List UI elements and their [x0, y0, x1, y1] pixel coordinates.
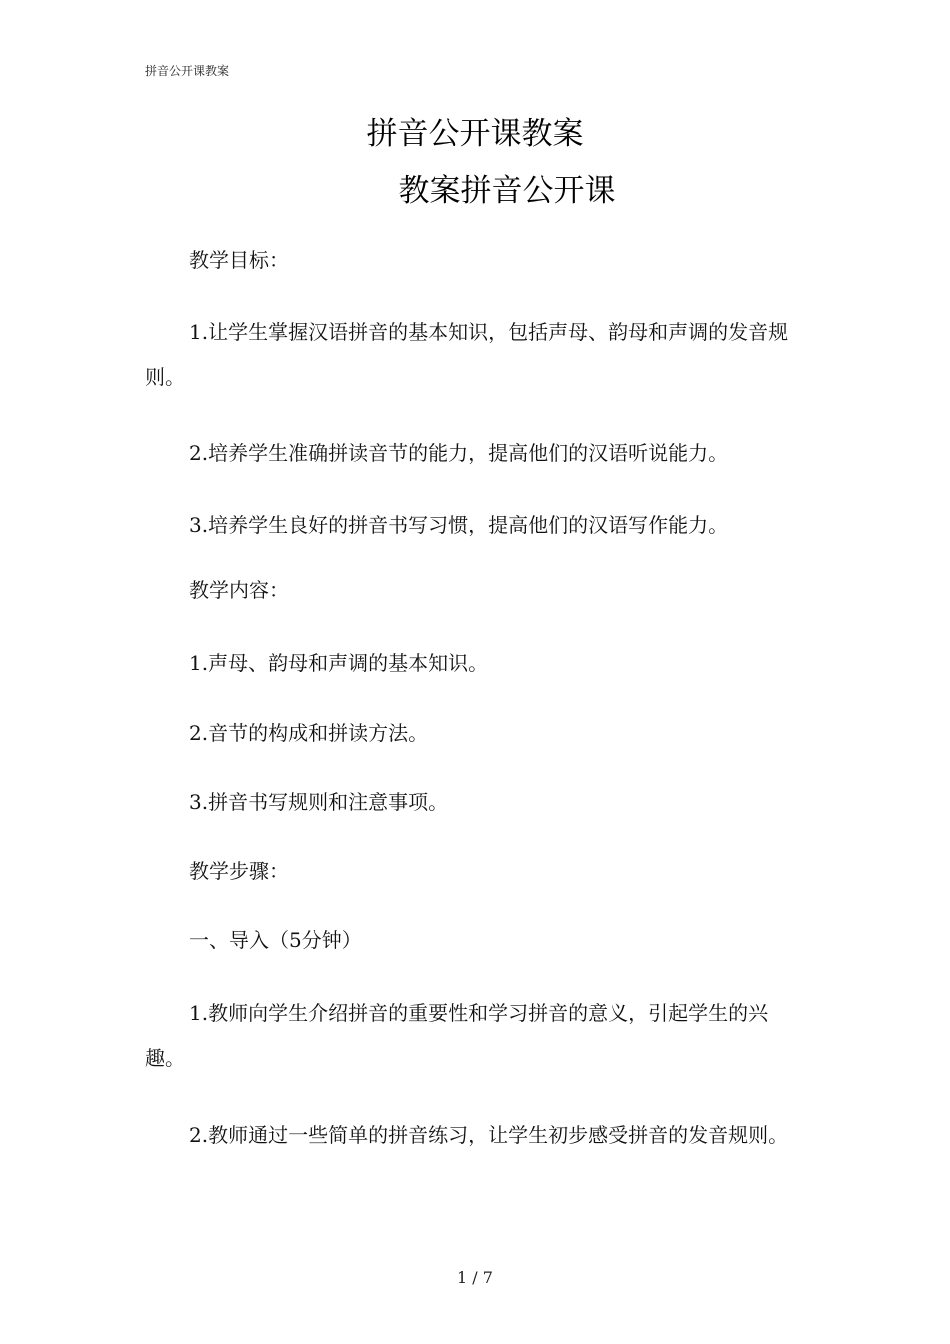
running-header: 拼音公开课教案	[145, 64, 230, 78]
paragraph: 2.教师通过一些简单的拼音练习，让学生初步感受拼音的发音规则。	[189, 1123, 789, 1147]
subsection-heading: 一、导入（5分钟）	[189, 928, 362, 952]
paragraph: 1.让学生掌握汉语拼音的基本知识，包括声母、韵母和声调的发音规则。	[145, 320, 789, 389]
section-heading-steps: 教学步骤：	[189, 859, 289, 883]
paragraph: 3.拼音书写规则和注意事项。	[189, 790, 449, 814]
document-title: 拼音公开课教案	[366, 116, 584, 152]
paragraph: 2.培养学生准确拼读音节的能力，提高他们的汉语听说能力。	[189, 441, 729, 465]
paragraph: 3.培养学生良好的拼音书写习惯，提高他们的汉语写作能力。	[189, 513, 729, 537]
document-subtitle: 教案拼音公开课	[398, 173, 616, 209]
section-heading-objectives: 教学目标：	[189, 248, 289, 272]
section-heading-content: 教学内容：	[189, 578, 289, 602]
paragraph: 1.教师向学生介绍拼音的重要性和学习拼音的意义，引起学生的兴趣。	[145, 1001, 769, 1070]
paragraph: 2.音节的构成和拼读方法。	[189, 721, 429, 745]
paragraph: 1.声母、韵母和声调的基本知识。	[189, 651, 489, 675]
page-number: 1 / 7	[457, 1268, 493, 1287]
